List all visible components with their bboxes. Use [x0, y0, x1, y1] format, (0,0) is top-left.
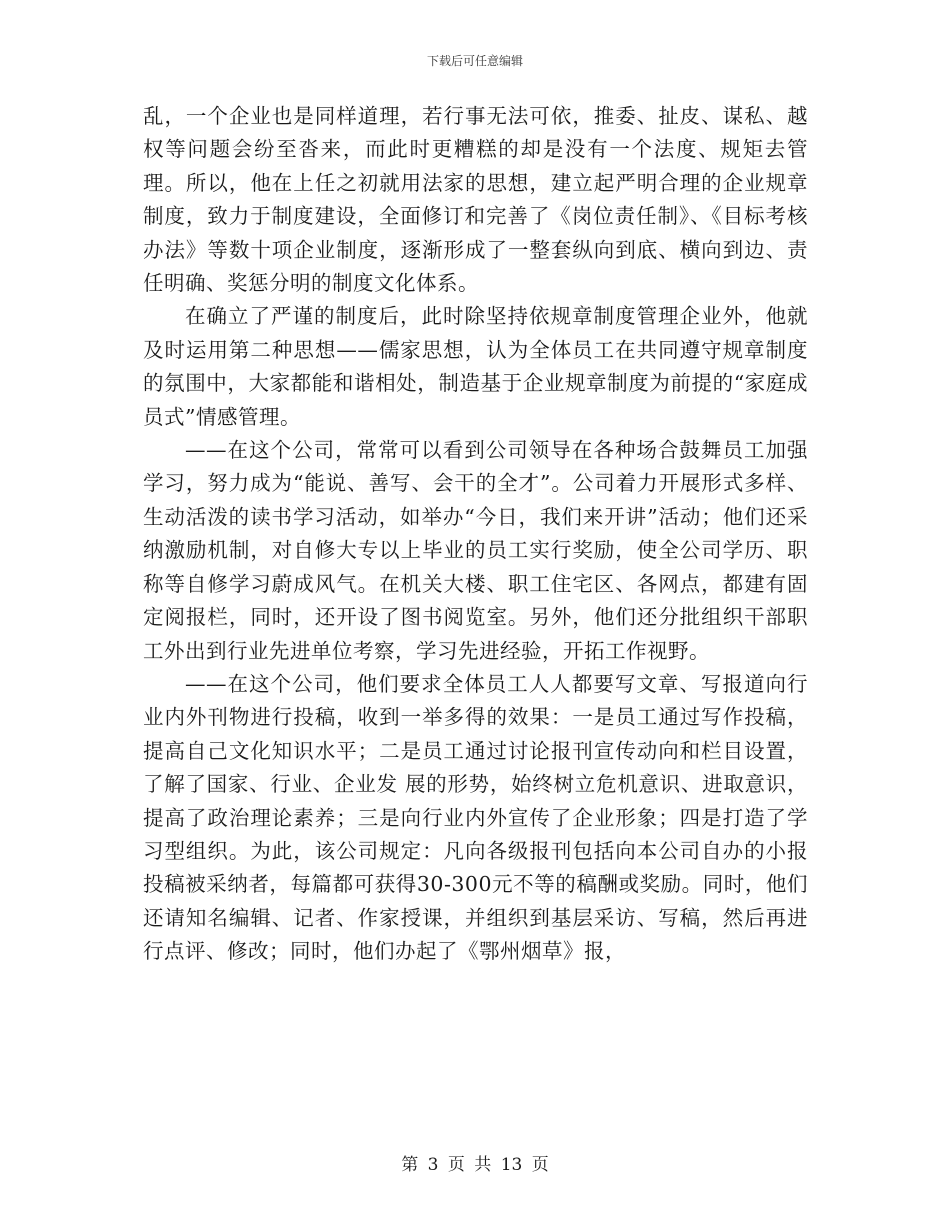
paragraph-4: ——在这个公司，他们要求全体员工人人都要写文章、写报道向行业内外刊物进行投稿，收到一举多得的效果：一是员工通过写作投稿，提高自己文化知识水平；二是员工通过讨论报刊宣传动向和栏目设置，了解了国家、行业、企业发 展的形势，始终树立危机意识、进取意识，提高了政治理论素养；三是向行业内外宣传了企业形象；四是打造了学习型组织。为此，该公司规定：凡向各级报刊包括向本公司自办的小报投稿被采纳者，每篇都可获得30-300元不等的稿酬或奖励。同时，他们还请知名编辑、记者、作家授课，并组织到基层采访、写稿，然后再进行点评、修改；同时，他们办起了《鄂州烟草》报， — [143, 671, 808, 964]
document-body — [143, 100, 808, 969]
paragraph-1: 乱，一个企业也是同样道理，若行事无法可依，推委、扯皮、谋私、越权等问题会纷至沓来，而此时更糟糕的却是没有一个法度、规矩去管理。所以，他在上任之初就用法家的思想，建立起严明合理的企业规章制度，致力于制度建设，全面修订和完善了《岗位责任制》、《目标考核办法》等数十项企业制度，逐渐形成了一整套纵向到底、横向到边、责任明确、奖惩分明的制度文化体系。 — [143, 104, 808, 296]
page-header-note: 下载后可任意编辑 — [426, 54, 523, 68]
paragraph-3: ——在这个公司，常常可以看到公司领导在各种场合鼓舞员工加强学习，努力成为“能说、善写、会干的全才”。公司着力开展形式多样、生动活泼的读书学习活动，如举办“今日，我们来开讲”活动；他们还采纳激励机制，对自修大专以上毕业的员工实行奖励，使全公司学历、职称等自修学习蔚成风气。在机关大楼、职工住宅区、各网点，都建有固定阅报栏，同时，还开设了图书阅览室。另外，他们还分批组织干部职工外出到行业先进单位考察，学习先进经验，开拓工作视野。 — [143, 438, 808, 663]
page-number: 第 3 页 共 13 页 — [401, 1155, 549, 1175]
paragraph-2: 在确立了严谨的制度后，此时除坚持依规章制度管理企业外，他就及时运用第二种思想——儒家思想，认为全体员工在共同遵守规章制度的氛围中，大家都能和谐相处，制造基于企业规章制度为前提的“家庭成员式”情感管理。 — [143, 304, 808, 429]
